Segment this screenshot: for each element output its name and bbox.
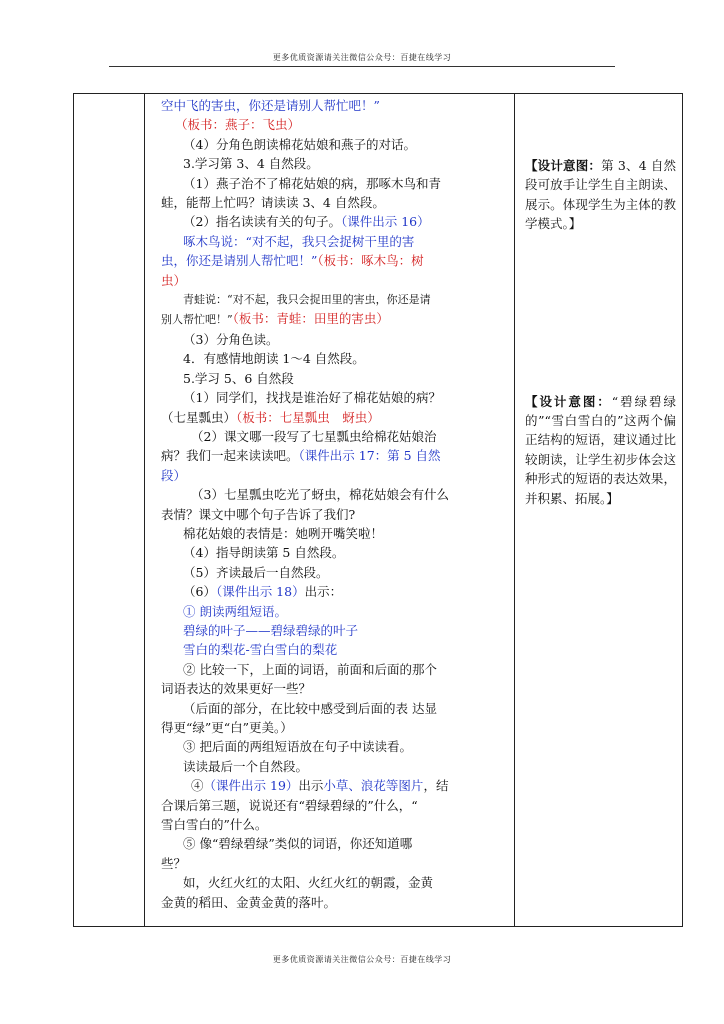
text-line: 空中飞的害虫，你还是请别人帮忙吧！”	[161, 98, 380, 113]
design-intent-note	[525, 156, 676, 234]
text-segment: 别人帮忙吧！”	[161, 313, 233, 327]
note-title: 【设计意图：	[525, 393, 612, 409]
courseware-note: （课件出示 17：第 5 自然	[298, 448, 441, 464]
text-line: 合课后第三题，说说还有“碧绿碧绿的”什么，“	[161, 797, 418, 813]
text-line	[161, 251, 508, 270]
board-note: （板书：啄木鸟：树	[317, 253, 424, 269]
text-segment: 病？我们一起来读读吧。	[161, 448, 299, 464]
header-divider	[109, 66, 615, 67]
text-line: ② 比较一下，上面的词语，前面和后面的那个	[183, 661, 437, 677]
text-line: 雪白的梨花-雪白雪白的梨花	[183, 642, 338, 658]
design-intent-column	[515, 94, 683, 927]
text-line: 碧绿的叶子——碧绿碧绿的叶子	[183, 622, 359, 638]
text-segment: 虫，你还是请别人帮忙吧！”	[161, 253, 318, 269]
board-note: （板书：青蛙：田里的害虫）	[232, 311, 389, 327]
text-line: （后面的部分，在比较中感受到后面的表 达显	[183, 700, 437, 716]
courseware-note: 段）	[161, 467, 187, 483]
text-line	[161, 582, 508, 601]
text-line: 啄木鸟说：“对不起，我只会捉树干里的害	[183, 233, 415, 249]
text-line: 青蛙说：“对不起，我只会捉田里的害虫，你还是请	[183, 293, 431, 307]
courseware-note: （课件出示 19）	[203, 778, 299, 794]
page-footer: 更多优质资源请关注微信公众号：百捷在线学习	[272, 955, 452, 964]
text-line	[161, 446, 508, 465]
board-note: （板书：燕子：飞虫）	[175, 117, 301, 133]
text-line: （2）课文哪一段写了七星瓢虫给棉花姑娘治	[191, 428, 437, 444]
text-line	[161, 212, 508, 231]
text-line: 词语表达的效果更好一些？	[161, 681, 312, 697]
text-segment: ④	[191, 778, 204, 794]
courseware-note: （课件出示 16）	[340, 214, 430, 230]
text-line: 表情？课文中哪个句子告诉了我们?	[161, 506, 356, 522]
text-line	[161, 776, 508, 795]
text-line: （5）齐读最后一自然段。	[183, 564, 329, 580]
board-note: （板书：七星瓢虫 蚜虫）	[236, 409, 380, 425]
text-line: （1）燕子治不了棉花姑娘的病，那啄木鸟和青	[183, 175, 441, 191]
text-segment: 出示	[298, 778, 324, 794]
text-segment: （2）指名读读有关的句子。	[183, 214, 341, 230]
board-note: 虫）	[161, 272, 187, 288]
text-line: 读读最后一个自然段。	[183, 758, 309, 774]
text-segment: （七星瓢虫）	[161, 409, 237, 425]
text-line: （4）指导朗读第 5 自然段。	[183, 545, 345, 561]
text-line: 些？	[161, 855, 187, 871]
text-line: （1）同学们，找找是谁治好了棉花姑娘的病？	[183, 390, 441, 406]
lesson-plan-table	[73, 93, 683, 927]
text-line: 金黄的稻田、金黄金黄的落叶。	[161, 894, 337, 910]
text-line: （3）分角色读。	[183, 331, 279, 347]
table-row	[74, 94, 683, 927]
courseware-note: （课件出示 18）	[215, 584, 305, 600]
text-line	[161, 309, 508, 329]
note-body: 第 3、4 自然段可放手让学生自主朗读、展示。体现学生为主体的教学模式。】	[525, 158, 676, 232]
courseware-note: 小草、浪花等图片	[323, 778, 424, 794]
text-line: 蛙，能帮上忙吗？请读读 3、4 自然段。	[161, 195, 385, 211]
text-line: ① 朗读两组短语。	[183, 603, 287, 619]
text-line: 棉花姑娘的表情是：她咧开嘴笑啦！	[183, 525, 384, 541]
teaching-process-column	[145, 94, 515, 927]
text-line: 如，火红火红的太阳、火红火红的朝霞，金黄	[183, 875, 434, 891]
text-segment: 出示：	[304, 584, 343, 600]
stage-column	[74, 94, 145, 927]
note-title: 【设计意图：	[525, 158, 602, 173]
text-line: ③ 把后面的两组短语放在句子中读读看。	[183, 739, 412, 755]
text-line: ⑤ 像“碧绿碧绿”类似的词语，你还知道哪	[183, 836, 413, 852]
text-line: 5.学习 5、6 自然段	[183, 370, 294, 386]
text-line: 4．有感情地朗读 1～4 自然段。	[183, 351, 365, 367]
text-line: （3）七星瓢虫吃光了蚜虫，棉花姑娘会有什么	[191, 487, 449, 503]
text-line: （4）分角色朗读棉花姑娘和燕子的对话。	[183, 136, 416, 152]
design-intent-note	[525, 392, 676, 508]
text-segment: （6）	[183, 584, 216, 600]
page-header: 更多优质资源请关注微信公众号：百捷在线学习	[272, 53, 452, 62]
text-line: 3.学习第 3、4 自然段。	[183, 156, 319, 172]
text-line: 雪白雪白的”什么。	[161, 817, 268, 833]
text-line	[161, 408, 508, 427]
note-body: “碧绿碧绿的”“雪白雪白的”这两个偏正结构的短语，建议通过比较朗读，让学生初步体会这种形式的短语的表达效果，并积累、拓展。】	[525, 393, 676, 506]
text-segment: ，结	[423, 778, 449, 794]
text-line: 得更“绿”更“白”更美。）	[161, 720, 293, 735]
